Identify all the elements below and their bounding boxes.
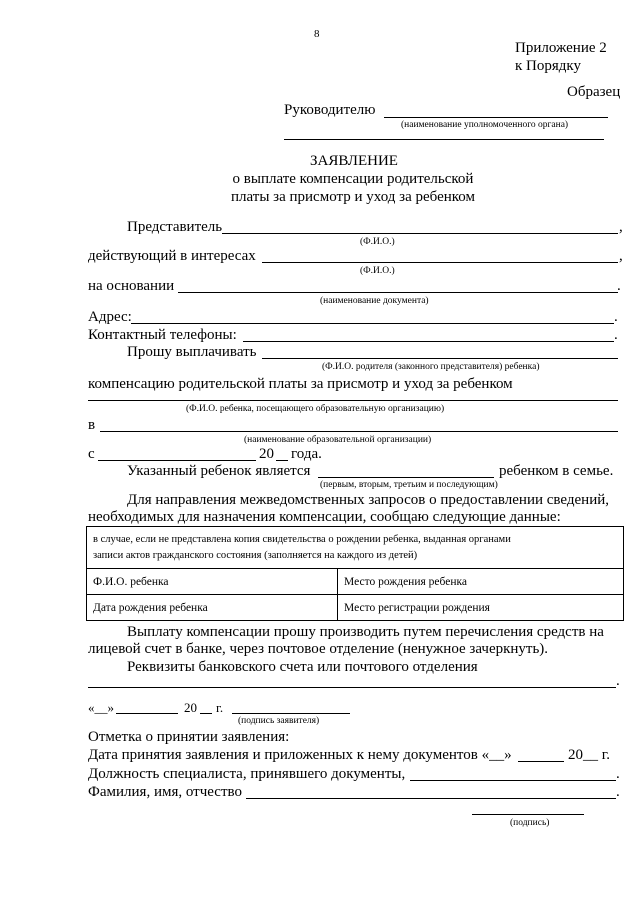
table-cell[interactable]: Дата рождения ребенка bbox=[87, 595, 338, 621]
fio-hint-1: (Ф.И.О.) bbox=[360, 237, 395, 247]
page-number: 8 bbox=[314, 28, 320, 40]
child-hint: (Ф.И.О. ребенка, посещающего образовательную организацию) bbox=[186, 404, 445, 414]
signature-year-suffix: г. bbox=[216, 700, 224, 715]
sample-label: Образец bbox=[567, 84, 621, 100]
ask-pay-label: Прошу выплачивать bbox=[127, 344, 257, 360]
doc-hint: (наименование документа) bbox=[320, 296, 429, 306]
in-label: в bbox=[88, 417, 96, 433]
acceptance-date-label: Дата принятия заявления и приложенных к нему документов «__» bbox=[88, 747, 512, 763]
addressee-line-2 bbox=[284, 139, 604, 140]
from-date-field[interactable] bbox=[98, 460, 256, 461]
table-note bbox=[87, 527, 624, 569]
acting-field[interactable] bbox=[262, 262, 618, 263]
table-note-line-2: записи актов гражданского состояния (заполняется на каждого из детей) bbox=[93, 549, 418, 561]
table-cell[interactable]: Место рождения ребенка bbox=[338, 569, 624, 595]
representative-label: Представитель bbox=[127, 219, 223, 235]
representative-comma: , bbox=[619, 219, 623, 235]
specialist-signature-field[interactable] bbox=[472, 814, 584, 815]
child-in-family: ребенком в семье. bbox=[499, 463, 614, 479]
signature-month-field[interactable] bbox=[116, 713, 178, 714]
position-end: . bbox=[616, 766, 620, 782]
acting-comma: , bbox=[619, 248, 623, 264]
name-label: Фамилия, имя, отчество bbox=[88, 784, 242, 800]
child-field[interactable] bbox=[88, 400, 618, 401]
from-year-num: 20 bbox=[259, 446, 274, 462]
addressee-line bbox=[384, 117, 608, 118]
position-label: Должность специалиста, принявшего документы, bbox=[88, 766, 406, 782]
signature-year-field[interactable] bbox=[200, 713, 212, 714]
addressee-label: Руководителю bbox=[284, 102, 376, 118]
table-cell[interactable]: Место регистрации рождения bbox=[338, 595, 624, 621]
appendix-line-1: Приложение 2 bbox=[515, 40, 607, 56]
org-field[interactable] bbox=[100, 431, 618, 432]
payment-line-2: лицевой счет в банке, через почтовое отделение (ненужное зачеркнуть). bbox=[88, 641, 549, 657]
child-data-table bbox=[86, 526, 624, 621]
interagency-line-2: необходимых для назначения компенсации, сообщаю следующие данные: bbox=[88, 509, 561, 525]
phones-field[interactable] bbox=[243, 341, 614, 342]
child-is-label: Указанный ребенок является bbox=[127, 463, 311, 479]
basis-label: на основании bbox=[88, 278, 175, 294]
acceptance-date-year: 20__ г. bbox=[568, 747, 610, 763]
address-field[interactable] bbox=[131, 323, 614, 324]
representative-field[interactable] bbox=[222, 233, 618, 234]
applicant-signature-field[interactable] bbox=[232, 713, 350, 714]
doc-title-line-3: платы за присмотр и уход за ребенком bbox=[231, 189, 475, 205]
table-note-line-1: в случае, если не представлена копия свидетельства о рождении ребенка, выданная органами bbox=[93, 533, 511, 545]
table-row bbox=[87, 595, 624, 621]
address-end: . bbox=[614, 309, 618, 325]
specialist-signature-hint: (подпись) bbox=[510, 818, 550, 828]
parent-field[interactable] bbox=[262, 358, 618, 359]
appendix-line-2: к Порядку bbox=[515, 58, 581, 74]
table-row bbox=[87, 569, 624, 595]
applicant-signature-hint: (подпись заявителя) bbox=[238, 716, 320, 726]
name-end: . bbox=[616, 784, 620, 800]
order-hint: (первым, вторым, третьим и последующим) bbox=[320, 480, 498, 490]
acting-label: действующий в интересах bbox=[88, 248, 256, 264]
child-order-field[interactable] bbox=[318, 477, 494, 478]
phones-label: Контактный телефоны: bbox=[88, 327, 237, 343]
doc-title: ЗАЯВЛЕНИЕ bbox=[310, 153, 398, 169]
fio-hint-2: (Ф.И.О.) bbox=[360, 266, 395, 276]
interagency-line-1: Для направления межведомственных запросов о предоставлении сведений, bbox=[127, 492, 609, 508]
parent-hint: (Ф.И.О. родителя (законного представителя) ребенка) bbox=[322, 362, 540, 372]
doc-title-line-2: о выплате компенсации родительской bbox=[232, 171, 474, 187]
from-year-field[interactable] bbox=[276, 460, 288, 461]
compensation-text: компенсацию родительской платы за присмотр и уход за ребенком bbox=[88, 376, 513, 392]
payment-line-1: Выплату компенсации прошу производить путем перечисления средств на bbox=[127, 624, 604, 640]
signature-date-open: «__» bbox=[88, 700, 114, 715]
name-field[interactable] bbox=[246, 798, 616, 799]
from-label: с bbox=[88, 446, 95, 462]
basis-end: . bbox=[617, 278, 621, 294]
acceptance-month-field[interactable] bbox=[518, 761, 564, 762]
phones-end: . bbox=[614, 327, 618, 343]
acceptance-title: Отметка о принятии заявления: bbox=[88, 729, 290, 745]
payment-line-3: Реквизиты банковского счета или почтового отделения bbox=[127, 659, 478, 675]
position-field[interactable] bbox=[410, 780, 616, 781]
org-hint: (наименование образовательной организации) bbox=[244, 435, 432, 445]
addressee-hint: (наименование уполномоченного органа) bbox=[401, 120, 569, 130]
bank-details-end: . bbox=[616, 673, 620, 689]
from-year-word: года. bbox=[291, 446, 322, 462]
address-label: Адрес: bbox=[88, 309, 132, 325]
table-cell[interactable]: Ф.И.О. ребенка bbox=[87, 569, 338, 595]
basis-field[interactable] bbox=[178, 292, 618, 293]
bank-details-field[interactable] bbox=[88, 687, 616, 688]
signature-year-num: 20 bbox=[184, 700, 197, 715]
